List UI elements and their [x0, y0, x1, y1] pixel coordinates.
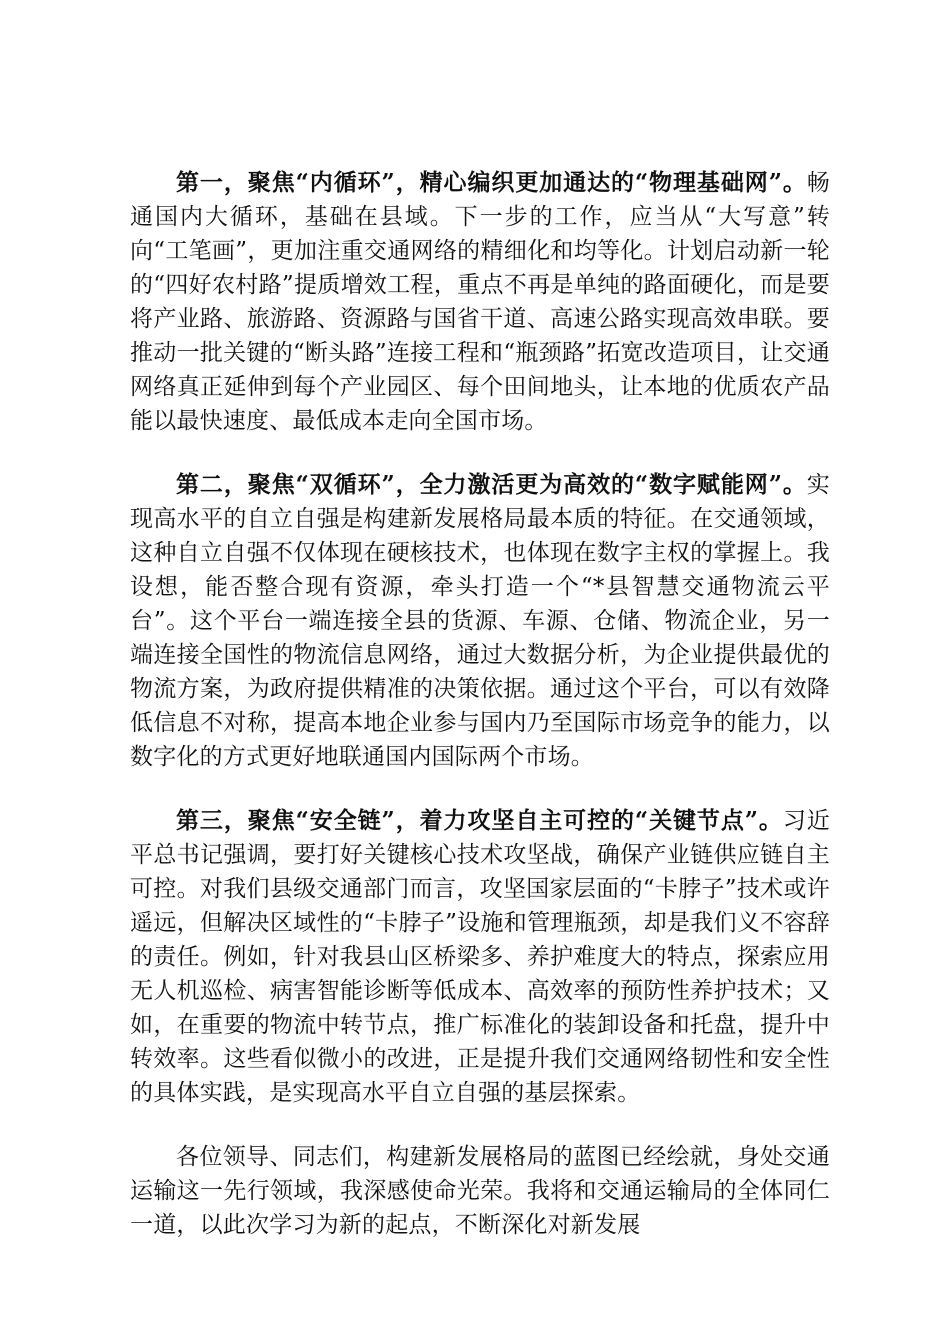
paragraph-body: 实现高水平的自立自强是构建新发展格局最本质的特征。在交通领域，这种自立自强不仅体现在硬核技术，也体现在数字主权的掌握上。我设想，能否整合现有资源，牵头打造一个“*县智慧交通物流云平台”。这个平台一端连接全县的货源、车源、仓储、物流企业，另一端连接全国性的物流信息网络，通过大数据分析，为企业提供最优的物流方案，为政府提供精准的决策依据。通过这个平台，可以有效降低信息不对称，提高本地企业参与国内乃至国际市场竞争的能力，以数字化的方式更好地联通国内国际两个市场。: [130, 472, 830, 770]
paragraph-body: 畅通国内大循环，基础在县域。下一步的工作，应当从“大写意”转向“工笔画”，更加注重交通网络的精细化和均等化。计划启动新一轮的“四好农村路”提质增效工程，重点不再是单纯的路面硬化，而是要将产业路、旅游路、资源路与国省干道、高速公路实现高效串联。要推动一批关键的“断头路”连接工程和“瓶颈路”拓宽改造项目，让交通网络真正延伸到每个产业园区、每个田间地头，让本地的优质农产品能以最快速度、最低成本走向全国市场。: [130, 170, 830, 434]
document-page: [130, 166, 830, 1272]
paragraph-body: 各位领导、同志们，构建新发展格局的蓝图已经绘就，身处交通运输这一先行领域，我深感使命光荣。我将和交通运输局的全体同仁一道，以此次学习为新的起点，不断深化对新发展: [130, 1144, 830, 1238]
paragraph-closing: [130, 1140, 830, 1242]
paragraph-heading: 第一，聚焦“内循环”，精心编织更加通达的“物理基础网”。: [176, 169, 807, 196]
paragraph-body: 习近平总书记强调，要打好关键核心技术攻坚战，确保产业链供应链自主可控。对我们县级交通部门而言，攻坚国家层面的“卡脖子”技术或许遥远，但解决区域性的“卡脖子”设施和管理瓶颈，却是我们义不容辞的责任。例如，针对我县山区桥梁多、养护难度大的特点，探索应用无人机巡检、病害智能诊断等低成本、高效率的预防性养护技术；又如，在重要的物流中转节点，推广标准化的装卸设备和托盘，提升中转效率。这些看似微小的改进，正是提升我们交通网络韧性和安全性的具体实践，是实现高水平自立自强的基层探索。: [130, 808, 830, 1106]
paragraph-heading: 第二，聚焦“双循环”，全力激活更为高效的“数字赋能网”。: [176, 471, 807, 498]
paragraph-dual-circulation: [130, 468, 830, 774]
paragraph-security-chain: [130, 804, 830, 1110]
paragraph-heading: 第三，聚焦“安全链”，着力攻坚自主可控的“关键节点”。: [176, 807, 783, 834]
paragraph-inner-circulation: [130, 166, 830, 438]
